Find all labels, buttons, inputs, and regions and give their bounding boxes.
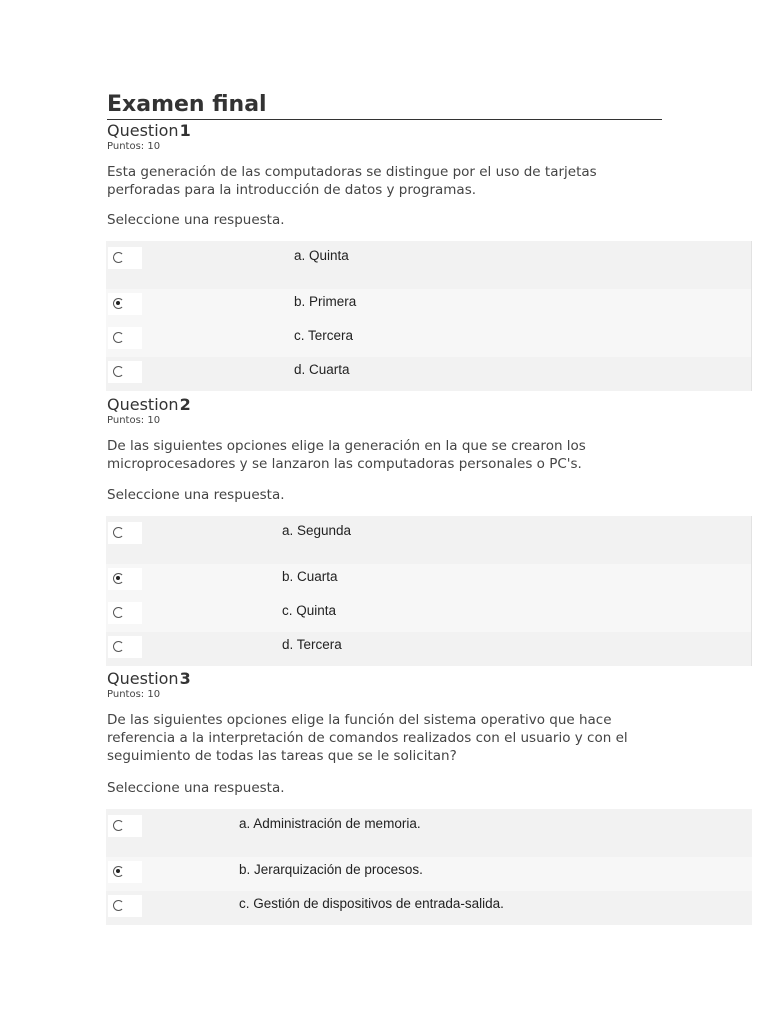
answer-option-label: c. Quinta — [282, 603, 337, 618]
radio-unselected-icon — [113, 527, 124, 538]
answer-option[interactable] — [106, 516, 752, 564]
answer-list — [106, 241, 752, 391]
answer-list — [106, 516, 752, 666]
answer-option-label: b. Jerarquización de procesos. — [239, 862, 423, 877]
question-heading — [107, 669, 191, 689]
answer-option-label: a. Quinta — [294, 248, 349, 263]
radio-unselected-icon — [113, 900, 124, 911]
radio-button[interactable] — [108, 361, 142, 383]
page-title: Examen final — [107, 91, 662, 120]
radio-unselected-icon — [113, 252, 124, 263]
question-label: Question — [107, 121, 179, 140]
radio-unselected-icon — [113, 641, 124, 652]
answer-prompt: Seleccione una respuesta. — [107, 487, 285, 503]
question-text: Esta generación de las computadoras se distingue por el uso de tarjetas perforadas para la introducción de datos y programas. — [107, 164, 597, 198]
radio-selected-icon — [113, 573, 124, 584]
answer-option[interactable] — [106, 241, 752, 289]
radio-button[interactable] — [108, 327, 142, 349]
answer-option[interactable] — [106, 564, 752, 598]
radio-unselected-icon — [113, 366, 124, 377]
answer-option-label: b. Cuarta — [282, 569, 338, 584]
radio-unselected-icon — [113, 820, 124, 831]
question-number: 1 — [179, 121, 191, 140]
question-label: Question — [107, 669, 179, 688]
answer-option-label: c. Gestión de dispositivos de entrada-salida. — [239, 896, 504, 911]
radio-selected-icon — [113, 298, 124, 309]
answer-option-label: b. Primera — [294, 294, 357, 309]
radio-selected-icon — [113, 866, 124, 877]
radio-button[interactable] — [108, 247, 142, 269]
question-number: 3 — [179, 669, 191, 688]
answer-option[interactable] — [106, 809, 752, 857]
radio-unselected-icon — [113, 607, 124, 618]
answer-option-label: d. Tercera — [282, 637, 342, 652]
question-number: 2 — [179, 395, 191, 414]
question-points: Puntos: 10 — [107, 141, 161, 152]
radio-button[interactable] — [108, 602, 142, 624]
answer-option[interactable] — [106, 598, 752, 632]
answer-option[interactable] — [106, 632, 752, 666]
question-points: Puntos: 10 — [107, 689, 161, 700]
radio-button[interactable] — [108, 861, 142, 883]
radio-button[interactable] — [108, 815, 142, 837]
question-points: Puntos: 10 — [107, 415, 161, 426]
question-heading — [107, 395, 191, 415]
radio-button[interactable] — [108, 636, 142, 658]
answer-option[interactable] — [106, 891, 752, 925]
question-text: De las siguientes opciones elige la generación en la que se crearon los microprocesadores y se lanzaron las computadoras personales o PC's. — [107, 438, 586, 472]
radio-button[interactable] — [108, 522, 142, 544]
radio-button[interactable] — [108, 895, 142, 917]
answer-option-label: d. Cuarta — [294, 362, 350, 377]
answer-option[interactable] — [106, 323, 752, 357]
answer-option-label: c. Tercera — [294, 328, 354, 343]
answer-option[interactable] — [106, 289, 752, 323]
radio-unselected-icon — [113, 332, 124, 343]
radio-button[interactable] — [108, 568, 142, 590]
answer-prompt: Seleccione una respuesta. — [107, 212, 285, 228]
answer-option[interactable] — [106, 357, 752, 391]
question-text: De las siguientes opciones elige la función del sistema operativo que hace referencia a la interpretación de comandos realizados con el usuario y con el seguimiento de todas las tareas que se le solicitan? — [107, 712, 628, 764]
answer-list — [106, 809, 752, 925]
answer-prompt: Seleccione una respuesta. — [107, 780, 285, 796]
answer-option-label: a. Administración de memoria. — [239, 816, 421, 831]
question-label: Question — [107, 395, 179, 414]
answer-option-label: a. Segunda — [282, 523, 352, 538]
radio-button[interactable] — [108, 293, 142, 315]
question-heading — [107, 121, 191, 141]
answer-option[interactable] — [106, 857, 752, 891]
